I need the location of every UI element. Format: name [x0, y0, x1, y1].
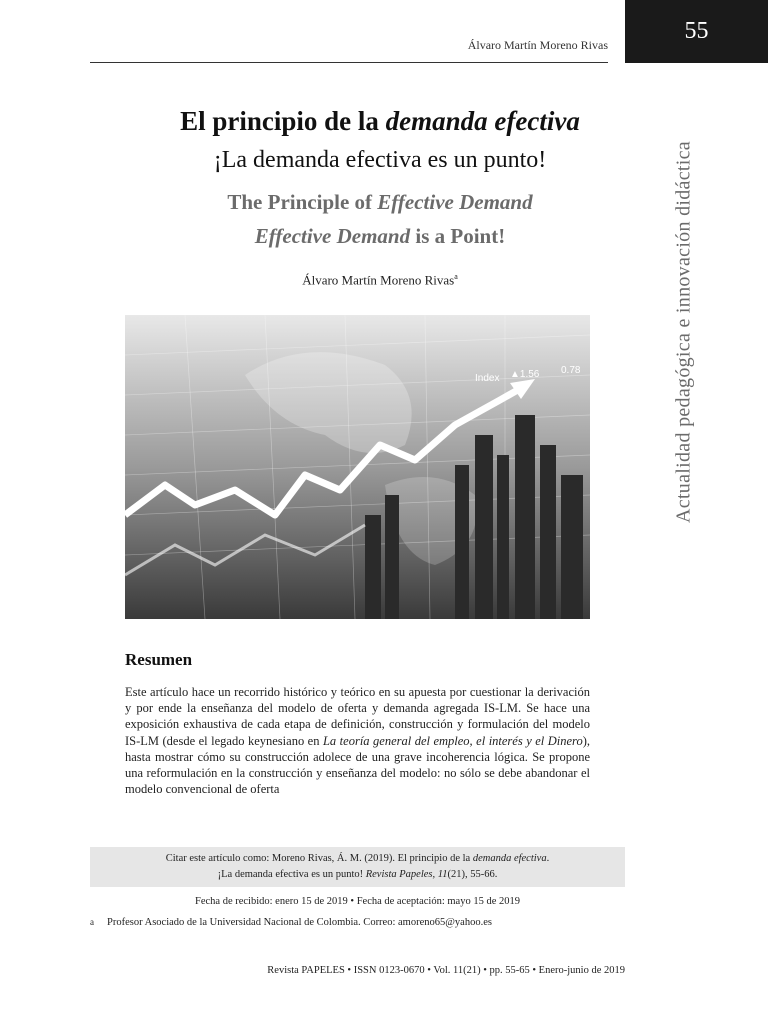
citation-line-1-end: .	[546, 853, 550, 864]
abstract-heading: Resumen	[125, 650, 193, 669]
author-footnote	[90, 917, 625, 928]
citation-box	[90, 847, 625, 887]
en-subtitle-plain: is a Point!	[410, 224, 506, 248]
running-head-author: Álvaro Martín Moreno Rivas	[467, 38, 608, 52]
abstract-book-title: La teoría general del empleo, el interés y el Dinero	[322, 733, 583, 748]
en-title-plain: The Principle of	[227, 190, 378, 214]
citation-line-2-end: (21), 55-66.	[447, 869, 498, 880]
english-subtitle	[90, 224, 670, 249]
abstract-text	[125, 684, 590, 797]
hero-image	[125, 315, 590, 619]
page-number-box	[625, 0, 768, 63]
journal-footer: Revista PAPELES • ISSN 0123-0670 • Vol. 11(21) • pp. 55-65 • Enero-junio de 2019	[267, 965, 625, 976]
header-rule	[90, 62, 608, 63]
citation-line-1	[90, 851, 625, 867]
index-label: Index	[475, 373, 500, 384]
index-value-2: 0.78	[561, 365, 581, 376]
abstract-text-part-2: ), hasta mostrar cómo su construcción adolece de una grave incoherencia lógica. Se propone una reformulación en la construcción y enseñanza del modelo: no sólo se debe abandonar el modelo convencional de oferta	[125, 733, 591, 797]
article-subtitle: ¡La demanda efectiva es un punto!	[213, 147, 547, 173]
page-number: 55	[684, 18, 709, 44]
citation-line-2-text: ¡La demanda efectiva es un punto!	[217, 869, 366, 880]
index-value-1: ▲1.56	[510, 369, 540, 380]
english-title	[90, 190, 670, 215]
citation-line-1-text: Citar este artículo como: Moreno Rivas, Á. M. (2019). El principio de la	[165, 853, 473, 864]
en-title-emphasis: Effective Demand	[377, 190, 533, 214]
citation-line-2	[90, 867, 625, 883]
title-emphasis: demanda efectiva	[385, 106, 580, 136]
author-footnote-mark: a	[454, 272, 458, 281]
footnote-text: Profesor Asociado de la Universidad Nacional de Colombia. Correo: amoreno65@yahoo.es	[107, 917, 492, 928]
article-title	[90, 106, 670, 137]
citation-journal: Revista Papeles, 11	[365, 869, 448, 880]
section-label: Actualidad pedagógica e innovación didáctica	[672, 141, 695, 523]
abstract-text-part-1: Este artículo hace un recorrido histórico y teórico en su apuesta por cuestionar la derivación y por ende la enseñanza del modelo de oferta y demanda agregada IS-LM. Se hace una exposición exhaustiva de cada etapa de definición, construcción y formulación del modelo IS-LM (desde el legado keynesiano en	[125, 685, 590, 748]
en-subtitle-emphasis: Effective Demand	[254, 224, 411, 248]
footnote-mark: a	[90, 917, 94, 927]
financial-chart-illustration	[125, 315, 590, 619]
received-accepted-dates: Fecha de recibido: enero 15 de 2019 • Fecha de aceptación: mayo 15 de 2019	[195, 896, 520, 907]
citation-line-1-emphasis: demanda efectiva	[472, 853, 547, 864]
author-name: Álvaro Martín Moreno Rivas	[302, 272, 455, 288]
article-author	[90, 272, 670, 288]
title-plain: El principio de la	[180, 106, 386, 136]
